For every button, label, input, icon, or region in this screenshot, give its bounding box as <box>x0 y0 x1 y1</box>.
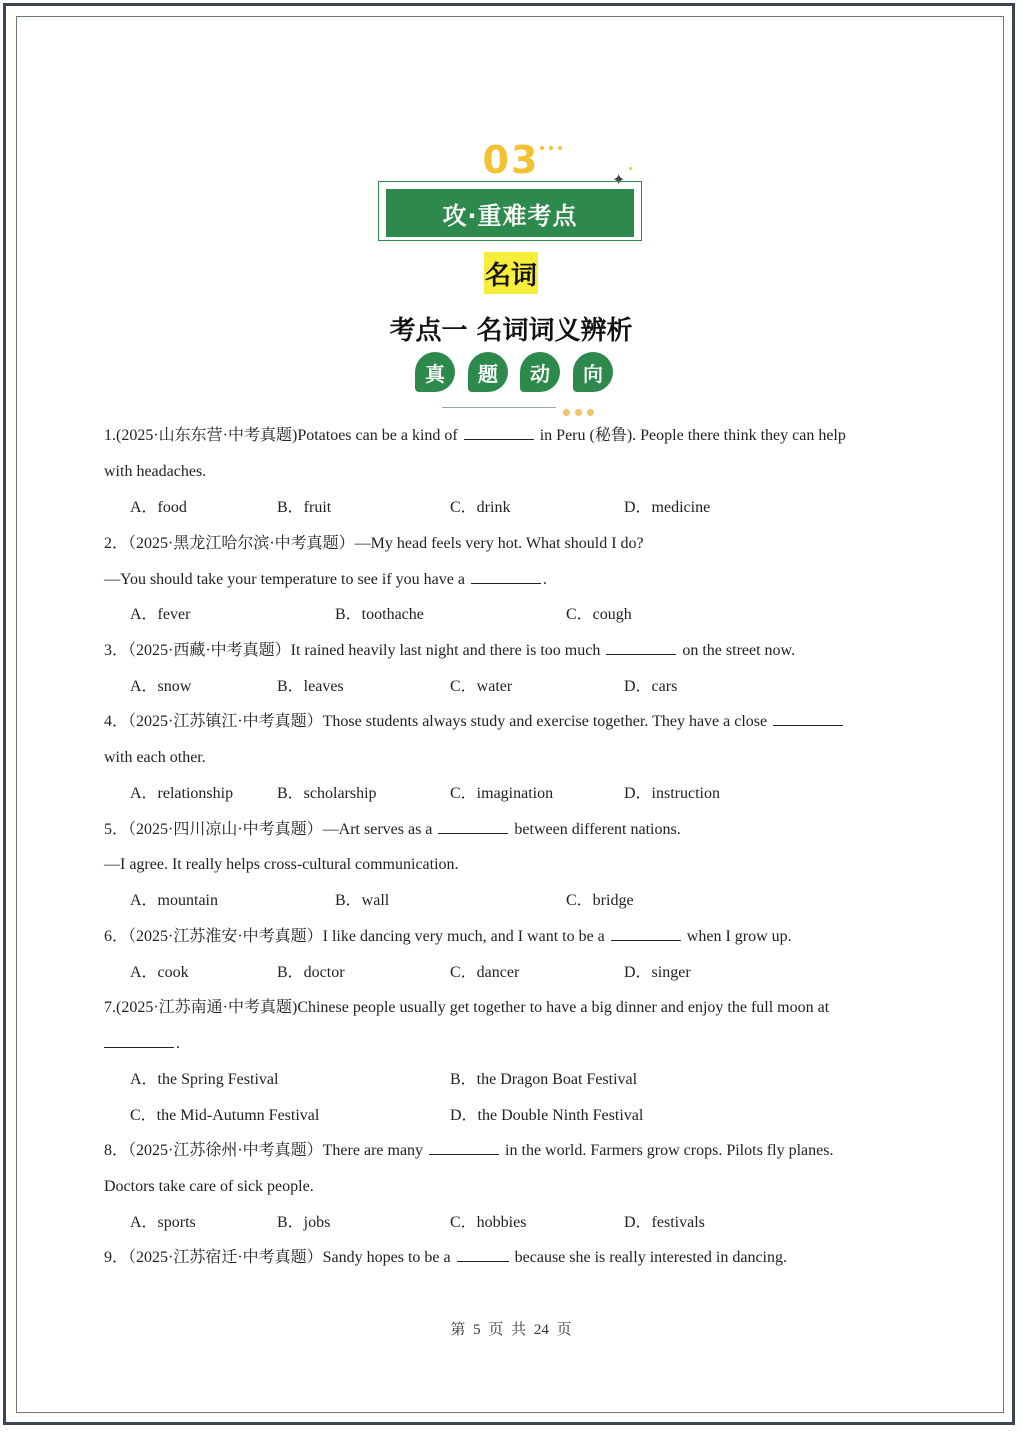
q8-option-c: C．hobbies <box>450 1214 527 1231</box>
q1-option-b: B．fruit <box>277 499 332 516</box>
question-5-cont: —I agree. It really helps cross-cultural communication. <box>104 856 459 873</box>
subtopic-heading: 考点一 名词词义辨析 <box>389 316 633 346</box>
q8-option-d: D．festivals <box>624 1214 705 1231</box>
q7-option-b: B．the Dragon Boat Festival <box>450 1071 638 1088</box>
topic-title: 名词 <box>484 252 538 294</box>
question-1: 1.(2025·山东东营·中考真题)Potatoes can be a kind of in Peru (秘鲁). People there think they can help <box>104 427 846 444</box>
section-banner: 攻·重难考点 <box>386 189 634 237</box>
q7-option-c: C．the Mid-Autumn Festival <box>130 1107 320 1124</box>
q6-option-c: C．dancer <box>450 964 520 981</box>
q8-option-a: A．sports <box>130 1214 196 1231</box>
question-9: 9．（2025·江苏宿迁·中考真题）Sandy hopes to be a because she is really interested in dancing. <box>104 1249 787 1266</box>
q3-option-c: C．water <box>450 678 513 695</box>
badge-xiang: 向 <box>573 352 613 392</box>
badge-underline <box>442 407 556 408</box>
question-5: 5．（2025·四川凉山·中考真题）—Art serves as a between different nations. <box>104 821 681 838</box>
q4-option-a: A．relationship <box>130 785 234 802</box>
question-8-cont: Doctors take care of sick people. <box>104 1178 314 1195</box>
question-4-cont: with each other. <box>104 749 206 766</box>
q2-option-b: B．toothache <box>335 606 424 623</box>
q7-option-a: A．the Spring Festival <box>130 1071 279 1088</box>
q6-option-b: B．doctor <box>277 964 345 981</box>
question-1-cont: with headaches. <box>104 463 207 480</box>
q4-option-c: C．imagination <box>450 785 554 802</box>
decor-dots <box>540 137 567 155</box>
question-4: 4．（2025·江苏镇江·中考真题）Those students always study and exercise together. They have a close <box>104 711 924 733</box>
q5-option-c: C．bridge <box>566 892 634 909</box>
badge-dong: 动 <box>520 352 560 392</box>
question-7-cont: . <box>104 1033 924 1055</box>
badge-zhen: 真 <box>415 352 455 392</box>
q5-option-b: B．wall <box>335 892 390 909</box>
q4-option-b: B．scholarship <box>277 785 377 802</box>
q7-option-d: D．the Double Ninth Festival <box>450 1107 644 1124</box>
q2-option-a: A．fever <box>130 606 191 623</box>
question-8: 8．（2025·江苏徐州·中考真题）There are many in the world. Farmers grow crops. Pilots fly planes. <box>104 1142 834 1159</box>
question-7: 7.(2025·江苏南通·中考真题)Chinese people usually get together to have a big dinner and enjoy the full moon at <box>104 999 830 1016</box>
q3-option-b: B．leaves <box>277 678 344 695</box>
q1-option-d: D．medicine <box>624 499 711 516</box>
badge-ti: 题 <box>468 352 508 392</box>
q1-option-c: C．drink <box>450 499 511 516</box>
question-3: 3．（2025·西藏·中考真题）It rained heavily last night and there is too much on the street now. <box>104 642 796 659</box>
q1-option-a: A．food <box>130 499 187 516</box>
question-6: 6．（2025·江苏淮安·中考真题）I like dancing very much, and I want to be a when I grow up. <box>104 928 792 945</box>
underline-dots <box>563 403 599 421</box>
q5-option-a: A．mountain <box>130 892 218 909</box>
q2-option-c: C．cough <box>566 606 632 623</box>
sparkle-icon: ✦ <box>612 170 626 189</box>
page-footer: 第 5 页 共 24 页 <box>450 1322 572 1338</box>
q6-option-d: D．singer <box>624 964 691 981</box>
q3-option-d: D．cars <box>624 678 678 695</box>
q4-option-d: D．instruction <box>624 785 720 802</box>
q6-option-a: A．cook <box>130 964 189 981</box>
decor-dot <box>629 167 632 170</box>
question-2: 2．（2025·黑龙江哈尔滨·中考真题）—My head feels very hot. What should I do? <box>104 535 644 552</box>
section-number: 03 <box>482 138 540 182</box>
question-2-cont: —You should take your temperature to see if you have a . <box>104 571 547 588</box>
q8-option-b: B．jobs <box>277 1214 331 1231</box>
q3-option-a: A．snow <box>130 678 192 695</box>
